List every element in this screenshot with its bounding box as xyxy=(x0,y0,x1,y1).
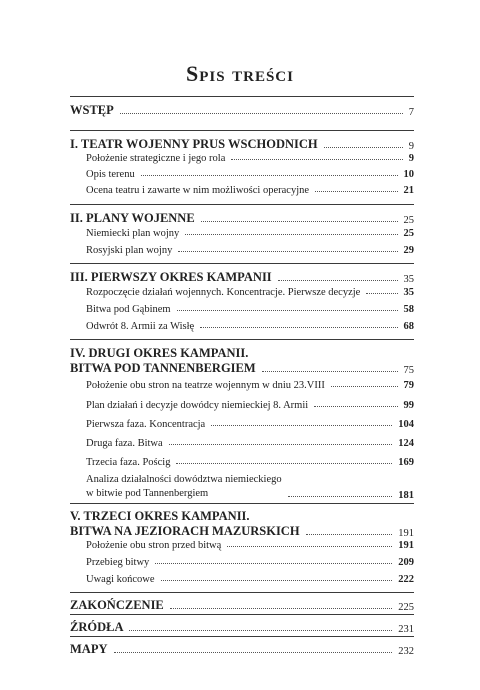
toc-entry[interactable]: ŹRÓDŁA 231 xyxy=(70,620,414,635)
toc-entry[interactable]: Pierwsza faza. Koncentracja 104 xyxy=(86,419,414,430)
divider xyxy=(70,636,414,637)
page-title: Spis treści xyxy=(186,61,294,86)
divider xyxy=(70,592,414,593)
toc-entry[interactable]: Położenie obu stron przed bitwą 191 xyxy=(86,540,414,551)
toc-entry[interactable]: III. PIERWSZY OKRES KAMPANII 35 xyxy=(70,270,414,285)
toc-entry[interactable]: IV. DRUGI OKRES KAMPANII. BITWA POD TANNENBERGIEM 75 xyxy=(70,346,414,376)
divider xyxy=(70,96,414,97)
toc-entry[interactable]: Niemiecki plan wojny 25 xyxy=(86,228,414,239)
toc-entry[interactable]: Plan działań i decyzje dowódcy niemieckiej 8. Armii 99 xyxy=(86,400,414,411)
toc-entry[interactable]: MAPY 232 xyxy=(70,642,414,657)
divider xyxy=(70,204,414,205)
divider xyxy=(70,503,414,504)
toc-entry[interactable]: Uwagi końcowe 222 xyxy=(86,574,414,585)
toc-entry[interactable]: WSTĘP 7 xyxy=(70,103,414,118)
toc-entry[interactable]: Opis terenu 10 xyxy=(86,169,414,180)
toc-entry[interactable]: Przebieg bitwy 209 xyxy=(86,557,414,568)
toc-entry[interactable]: Rosyjski plan wojny 29 xyxy=(86,245,414,256)
toc-entry[interactable]: Rozpoczęcie działań wojennych. Koncentracje. Pierwsze decyzje 35 xyxy=(86,287,414,298)
toc-entry[interactable]: Ocena teatru i zawarte w nim możliwości operacyjne 21 xyxy=(86,185,414,196)
toc-entry[interactable]: V. TRZECI OKRES KAMPANII. BITWA NA JEZIORACH MAZURSKICH 191 xyxy=(70,509,414,539)
toc-entry[interactable]: Położenie strategiczne i jego rola 9 xyxy=(86,153,414,164)
toc-entry[interactable]: Analiza działalności dowództwa niemieckiego w bitwie pod Tannenbergiem 181 xyxy=(86,474,414,501)
toc-entry[interactable]: Położenie obu stron na teatrze wojennym w dniu 23.VIII 79 xyxy=(86,380,414,391)
toc-entry[interactable]: Odwrót 8. Armii za Wisłę 68 xyxy=(86,321,414,332)
toc-entry[interactable]: Bitwa pod Gąbinem 58 xyxy=(86,304,414,315)
divider xyxy=(70,339,414,340)
toc-entry[interactable]: II. PLANY WOJENNE 25 xyxy=(70,211,414,226)
divider xyxy=(70,130,414,131)
toc-entry[interactable]: I. TEATR WOJENNY PRUS WSCHODNICH 9 xyxy=(70,137,414,152)
toc-entry[interactable]: Druga faza. Bitwa 124 xyxy=(86,438,414,449)
divider xyxy=(70,614,414,615)
divider xyxy=(70,263,414,264)
toc-entry[interactable]: Trzecia faza. Pościg 169 xyxy=(86,457,414,468)
toc-entry[interactable]: ZAKOŃCZENIE 225 xyxy=(70,598,414,613)
